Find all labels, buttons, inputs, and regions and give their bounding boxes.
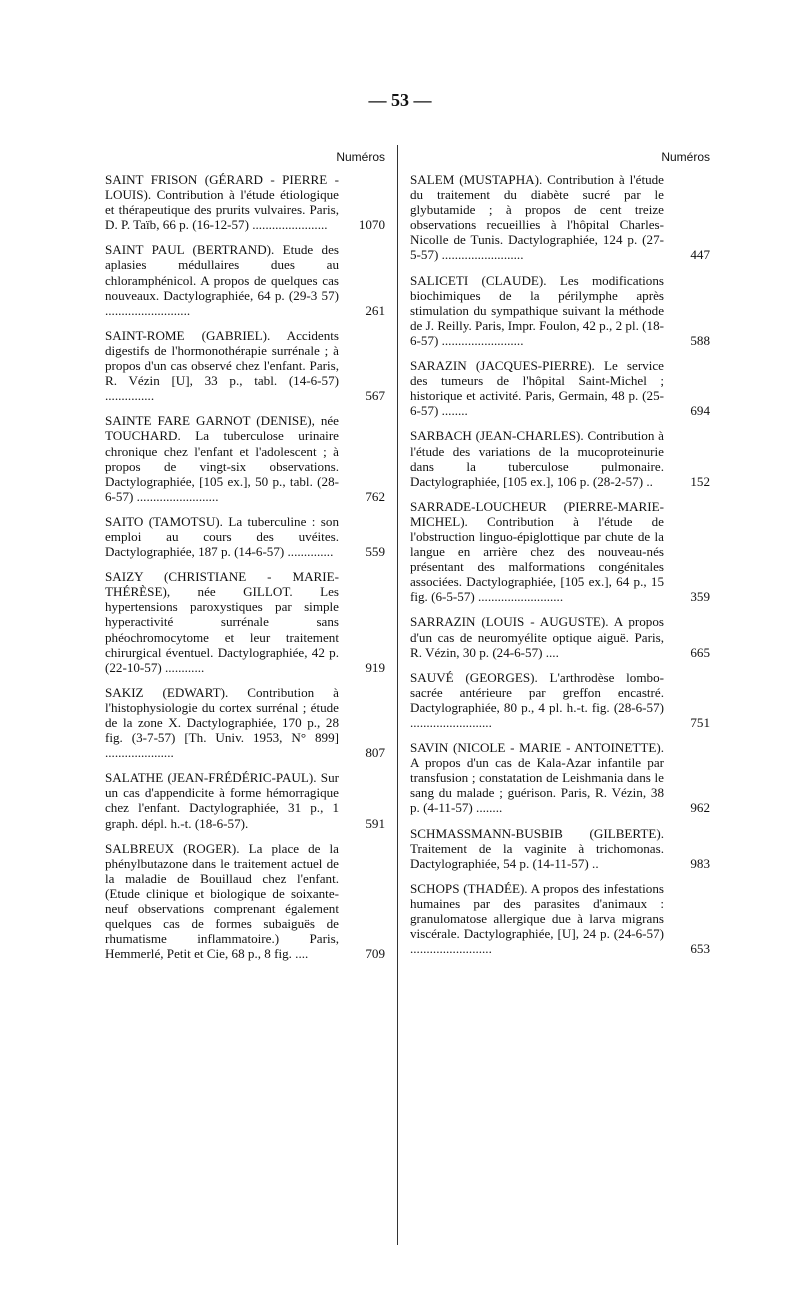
entry-number: 261	[365, 302, 385, 318]
left-column	[105, 150, 385, 1245]
index-entry	[105, 685, 385, 760]
entry-number: 962	[690, 800, 710, 816]
entry-number: 653	[690, 941, 710, 957]
entry-text: SAIZY (CHRISTIANE - MARIE-THÉRÈSE), née GILLOT. Les hypertensions paroxystiques par simple hyperactivité surrénale sans phéochromocytome et leur traitement chirurgical éventuel. Dactylographiée, 42 p. (22-10-57) ............	[105, 569, 339, 675]
entry-number: 359	[690, 589, 710, 605]
index-entry	[105, 569, 385, 675]
entry-number: 591	[365, 815, 385, 831]
index-entry	[410, 614, 710, 659]
index-entry	[410, 358, 710, 418]
entry-text: SARRADE-LOUCHEUR (PIERRE-MARIE-MICHEL). Contribution à l'étude de l'obstruction linguo-épiglottique par chute de la langue en arrière chez des nouveau-nés présentant des malformations congénitales associées. Dactylographiée, [105 ex.], 64 p., 15 fig. (6-5-57) ..........................	[410, 498, 664, 605]
index-entry	[410, 740, 710, 815]
entry-text: SAUVÉ (GEORGES). L'arthrodèse lombo-sacrée antérieure par greffon encastré. Dactylographiée, 80 p., 4 pl. h.-t. fig. (28-6-57) .........................	[410, 669, 664, 730]
entry-text: SAKIZ (EDWART). Contribution à l'histophysiologie du cortex surrénal ; étude de la zone X. Dactylographiée, 170 p., 28 fig. (3-7-57) [Th. Univ. 1953, N° 899] .....................	[105, 684, 339, 761]
entry-text: SALICETI (CLAUDE). Les modifications biochimiques de la périlymphe après stimulation du sympathique suivant la méthode de J. Reilly. Paris, Impr. Foulon, 42 p., 2 pl. (18-6-57) .........................	[410, 272, 664, 348]
entry-text: SARBACH (JEAN-CHARLES). Contribution à l'étude des variations de la mucoproteinurie dans la tuberculose pulmonaire. Dactylographiée, [105 ex.], 106 p. (28-2-57) ..	[410, 428, 664, 489]
entry-text: SAITO (TAMOTSU). La tuberculine : son emploi au cours des uvéites. Dactylographiée, 187 p. (14-6-57) ..............	[105, 513, 339, 560]
entry-number: 559	[365, 544, 385, 560]
entry-number: 447	[690, 247, 710, 263]
entry-text: SARRAZIN (LOUIS - AUGUSTE). A propos d'un cas de neuromyélite optique aiguë. Paris, R. Vézin, 30 p. (24-6-57) ....	[410, 614, 664, 660]
entry-text: SAINT-ROME (GABRIEL). Accidents digestifs de l'hormonothérapie surrénale ; à propos d'un cas observé chez l'enfant. Paris, R. Vézin [U], 33 p., tabl. (14-6-57) ...............	[105, 327, 339, 404]
entry-text: SCHOPS (THADÉE). A propos des infestations humaines par des parasites d'animaux : granulomatose allergique due à larva migrans viscérale. Dactylographiée, [U], 24 p. (24-6-57) .........................	[410, 880, 664, 957]
entry-text: SALBREUX (ROGER). La place de la phénylbutazone dans le traitement actuel de la maladie de Bouillaud chez l'enfant. (Etude clinique et biologique de soixante-neuf observations comprenant également quelques cas de formes subaiguës de rhumatisme inflammatoire.) Paris, Hemmerlé, Petit et Cie, 68 p., 8 fig. ....	[105, 840, 339, 962]
index-entry	[410, 881, 710, 956]
index-entry	[105, 328, 385, 403]
entry-number: 751	[690, 715, 710, 730]
index-entry	[105, 413, 385, 504]
entry-text: SAINT PAUL (BERTRAND). Etude des aplasies médullaires dues au chloramphénicol. A propos de quelques cas nouveaux. Dactylographiée, 64 p. (29-3 57) ..........................	[105, 242, 339, 318]
index-entry	[105, 770, 385, 830]
entry-text: SAINT FRISON (GÉRARD - PIERRE - LOUIS). Contribution à l'étude étiologique et thérapeutique des prurits vulvaires. Paris, D. P. Taïb, 66 p. (16-12-57) .......................	[105, 172, 339, 233]
entry-number: 983	[690, 855, 710, 871]
entry-text: SALEM (MUSTAPHA). Contribution à l'étude du traitement du diabète sucré par le glybutamide ; à propos de cent treize observations recueillies à l'hôpital Charles-Nicolle de Tunis. Dactylographiée, 124 p. (27-5-57) .........................	[410, 172, 664, 263]
entry-number: 694	[690, 403, 710, 419]
page-number: — 53 —	[368, 90, 432, 110]
entry-text: SAINTE FARE GARNOT (DENISE), née TOUCHARD. La tuberculose urinaire chronique chez l'enfant et l'adolescent ; à propos de vingt-six observations. Dactylographiée, [105 ex.], 50 p., tabl. (28-6-57) .........................	[105, 413, 339, 504]
entry-number: 588	[690, 332, 710, 348]
entry-number: 762	[365, 488, 385, 504]
entry-number: 709	[365, 946, 385, 962]
entry-number: 1070	[358, 217, 385, 233]
left-column-header: Numéros	[336, 150, 385, 164]
right-column	[410, 150, 710, 1245]
index-entry	[105, 172, 385, 232]
entry-number: 807	[365, 745, 385, 761]
index-entry	[410, 670, 710, 730]
entry-number: 152	[690, 473, 710, 489]
index-entry	[410, 826, 710, 871]
index-entry	[410, 499, 710, 605]
entry-text: SALATHE (JEAN-FRÉDÉRIC-PAUL). Sur un cas d'appendicite à forme hémorragique chez l'enfant. Dactylographiée, 31 p., 1 graph. dépl. h.-t. (18-6-57).	[105, 770, 339, 831]
index-entry	[410, 273, 710, 348]
entry-number: 567	[365, 388, 385, 404]
right-column-header: Numéros	[661, 150, 710, 164]
index-entry	[105, 514, 385, 559]
entry-text: SCHMASSMANN-BUSBIB (GILBERTE). Traitement de la vaginite à trichomonas. Dactylographiée, 54 p. (14-11-57) ..	[410, 825, 664, 871]
index-entry	[410, 428, 710, 488]
entry-text: SAVIN (NICOLE - MARIE - ANTOINETTE). A propos d'un cas de Kala-Azar infantile par transfusion ; constatation de Leishmania dans le sang du malade ; guérison. Paris, R. Vézin, 38 p. (4-11-57) ........	[410, 740, 664, 816]
column-divider	[397, 145, 398, 1245]
entry-number: 919	[365, 659, 385, 675]
index-entry	[410, 172, 710, 263]
entry-number: 665	[690, 644, 710, 660]
index-entry	[105, 841, 385, 962]
index-entry	[105, 242, 385, 317]
entry-text: SARAZIN (JACQUES-PIERRE). Le service des tumeurs de l'hôpital Saint-Michel ; historique et activité. Paris, Germain, 48 p. (25-6-57) ........	[410, 358, 664, 419]
